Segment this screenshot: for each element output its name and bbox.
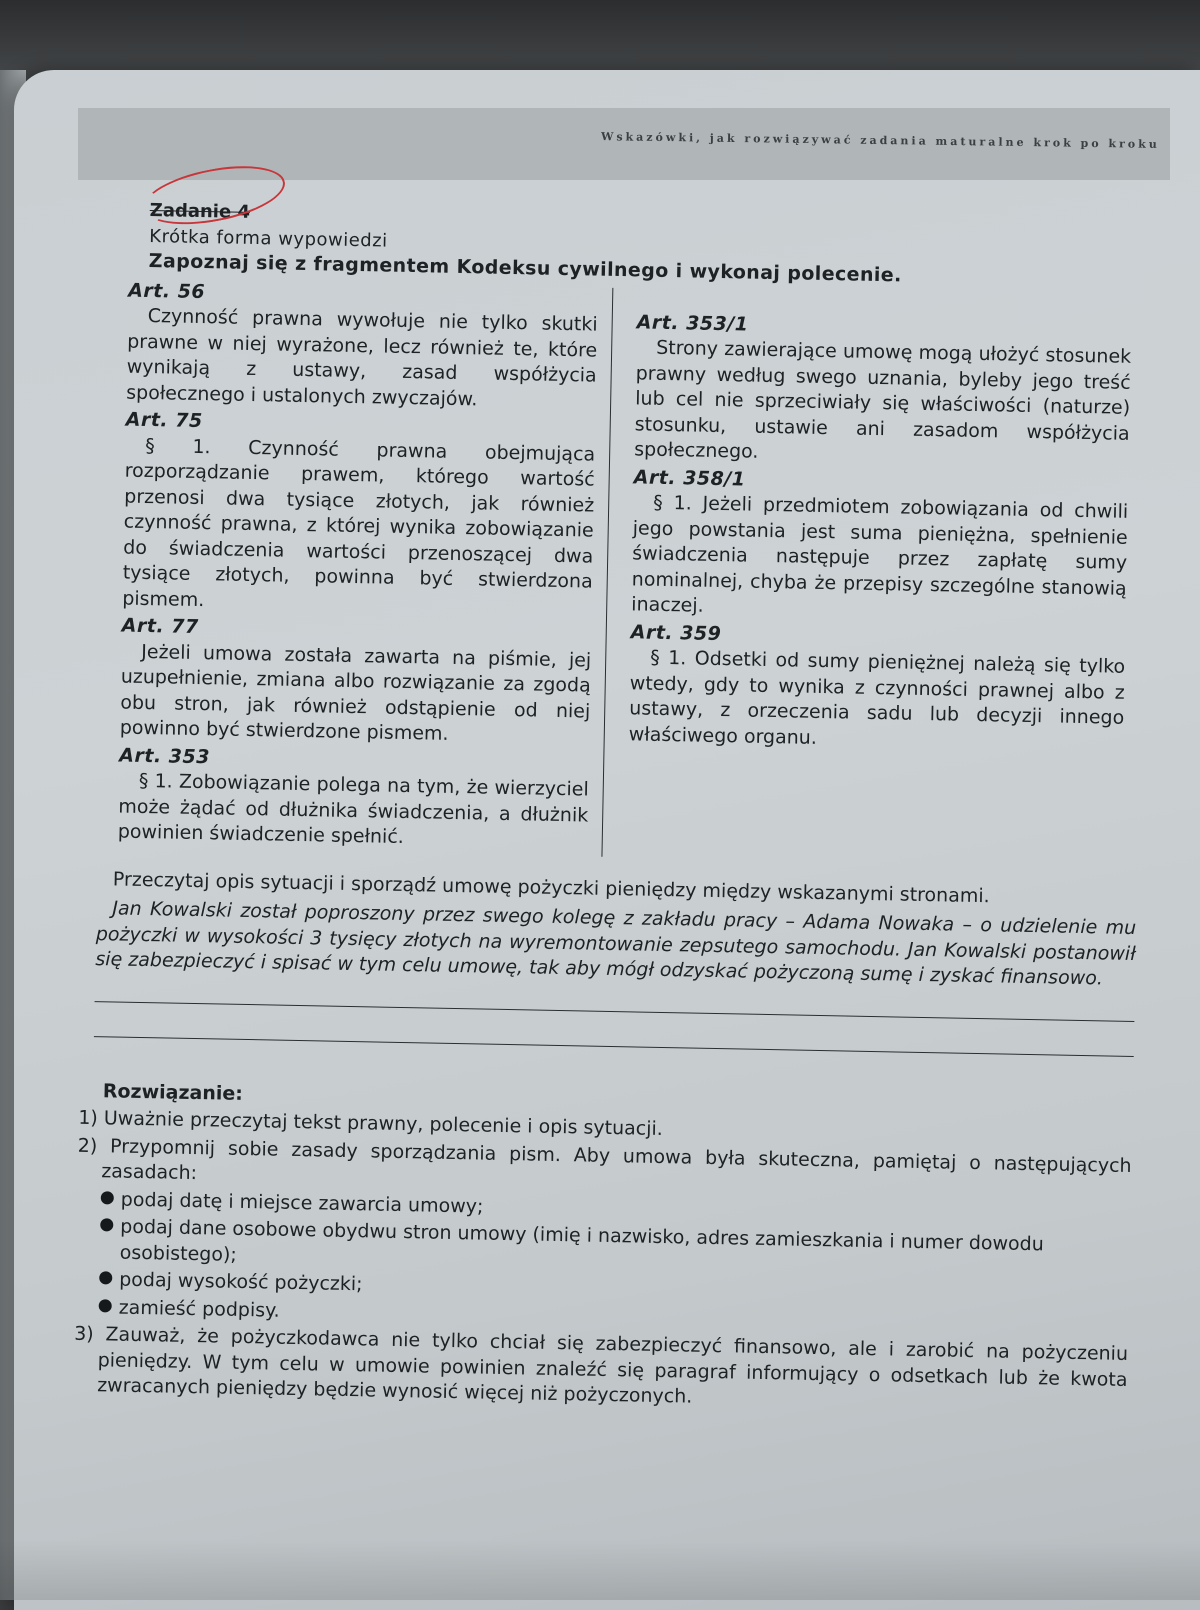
solution-step: 3) Zauważ, że pożyczkodawca nie tylko chciał się zabezpieczyć finansowo, ale i zarobić na pożyczeniu pieniędzy. W tym celu w umowie powinien znaleźć się paragraf informujący o odsetkach lub że kwota zwracanych pieniędzy będzie wynosić więcej niż pożyczonych. <box>73 1322 1129 1408</box>
article-text: § 1. Czynność prawna obejmująca rozporządzanie prawem, którego wartość przenosi dwa tysiące złotych, jak również czynność prawna, z której wynika zobowiązanie do świadczenia wartości przenoszącej dwa tysiące złotych, powinna być stwierdzona pismem. <box>122 434 596 611</box>
article-text: § 1. Jeżeli przedmiotem zobowiązania od chwili jego powstania jest suma pieniężna, spełnienie świadczenia następuje przez zapłatę sumy nominalnej, chyba że przepisy szczególne stanowią inaczej. <box>631 491 1129 617</box>
article-text: § 1. Zobowiązanie polega na tym, że wierzyciel może żądać od dłużnika świadczenia, a dłużnik powinien świadczenie spełnić. <box>117 769 589 848</box>
bullet-text: zamieść podpisy. <box>118 1296 280 1322</box>
bottom-shadow <box>0 1540 1200 1600</box>
article-title: Art. 359 <box>630 620 722 645</box>
solution-step: 1) Uważnie przeczytaj tekst prawny, polecenie i opis sytuacji. <box>78 1106 664 1141</box>
solution-title: Rozwiązanie: <box>102 1079 244 1105</box>
page-content <box>73 198 1160 1421</box>
bullet-text: podaj datę i miejsce zawarcia umowy; <box>120 1188 484 1218</box>
bullet-text: podaj dane osobowe obydwu stron umowy (imię i nazwisko, adres zamieszkania i numer dowodu osobistego); <box>119 1215 1044 1266</box>
articles-columns <box>117 278 1159 866</box>
situation-section <box>95 867 1137 993</box>
bullet-dot-icon <box>99 1299 112 1312</box>
article-title: Art. 353 <box>119 744 211 768</box>
article-text: Jeżeli umowa została zawarta na piśmie, jej uzupełnienie, zmiana albo rozwiązanie za zgodą obu stron, jak również odstąpienie od niej powinno być stwierdzone pismem. <box>119 640 592 745</box>
situation-instruction: Przeczytaj opis sytuacji i sporządź umowę pożyczki pieniędzy między wskazanymi stronami. <box>112 867 990 907</box>
situation-story: Jan Kowalski został poproszony przez swego kolegę z zakładu pracy – Adama Nowaka – o udzielenie mu pożyczki w wysokości 3 tysięcy złotych na wyremontowanie zepsutego samochodu. Jan Kowalski postanowił się zabezpieczyć i spisać w tym celu umowę, tak aby mógł odzyskać pożyczoną sumę i zyskać finansowo. <box>95 897 1137 990</box>
article-title: Art. 358/1 <box>633 465 746 490</box>
bullet-dot-icon <box>99 1271 112 1284</box>
bullet-text: podaj wysokość pożyczki; <box>119 1268 363 1296</box>
article-text: § 1. Odsetki od sumy pieniężnej należą się tylko wtedy, gdy to wynika z czynności prawnej albo z ustawy, z orzeczenia sadu lub decyzji innego właściwego organu. <box>628 646 1126 749</box>
article-title: Art. 353/1 <box>636 310 749 336</box>
task-type: Krótka forma wypowiedzi <box>149 225 388 252</box>
task-title-text: Zadanie 4 <box>149 199 251 223</box>
answer-line[interactable] <box>94 1036 1134 1057</box>
bullet-dot-icon <box>100 1218 113 1231</box>
solution-section <box>73 1079 1133 1419</box>
article-title: Art. 56 <box>128 279 206 303</box>
article-title: Art. 75 <box>125 408 203 433</box>
article-text: Czynność prawna wywołuje nie tylko skutki prawne w niej wyrażone, lecz również te, które wynikają z ustawy, zasad współżycia społecznego i ustalonych zwyczajów. <box>126 304 598 410</box>
task-command: Zapoznaj się z fragmentem Kodeksu cywilnego i wykonaj polecenie. <box>148 249 902 287</box>
articles-right-column <box>602 287 1132 866</box>
article-text: Strony zawierające umowę mogą ułożyć stosunek prawny według swego uznania, byleby jego treść lub cel nie sprzeciwiały się właściwości (naturze) stosunku, ustawie ani zasadom współżycia społecznego. <box>634 336 1132 463</box>
articles-left-column <box>118 278 614 856</box>
running-head: Wskazówki, jak rozwiązywać zadania maturalne krok po kroku <box>601 130 1161 151</box>
article-title: Art. 77 <box>121 614 199 639</box>
answer-line[interactable] <box>95 1001 1135 1022</box>
bullet-dot-icon <box>101 1191 114 1204</box>
solution-step: 2) Przypomnij sobie zasady sporządzania pism. Aby umowa była skuteczna, pamiętaj o następujących zasadach: <box>77 1134 1132 1185</box>
